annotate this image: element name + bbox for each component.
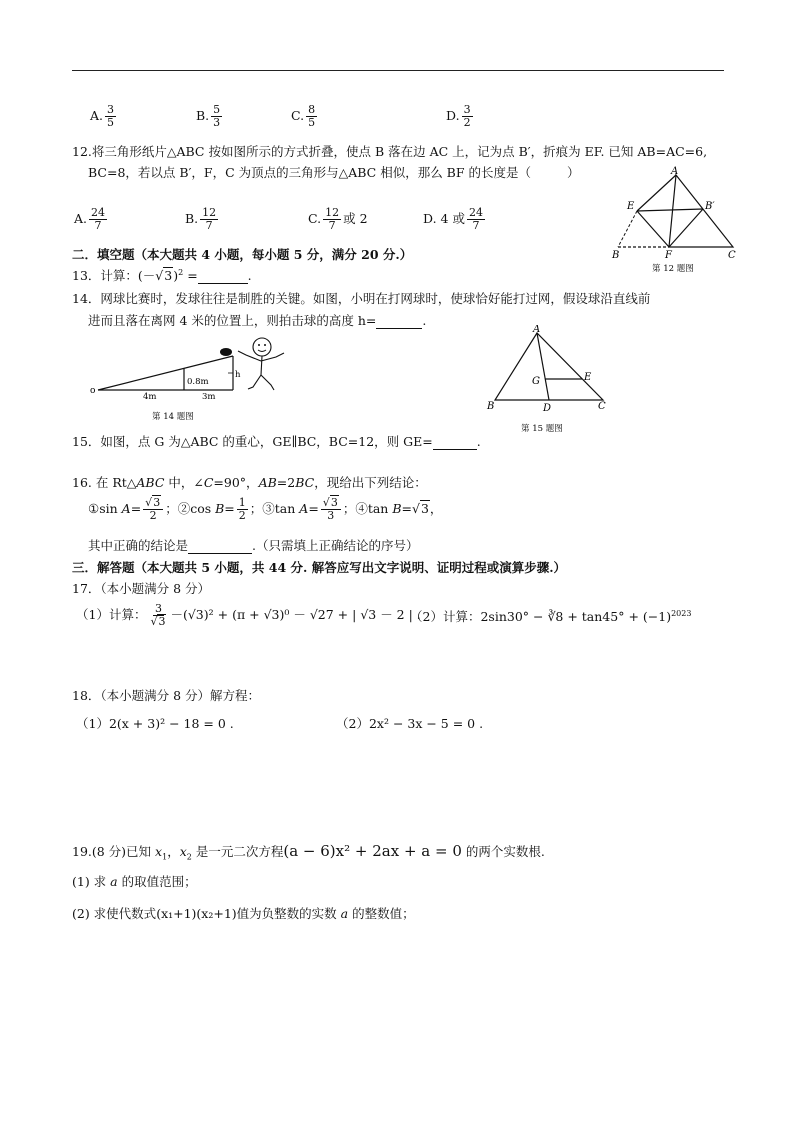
q16-line1: 16. 在 Rt△ABC 中，∠C=90°，AB=2BC，现给出下列结论： [72, 475, 427, 490]
q11-option-a: A. $\frac{3}{5}$ [90, 103, 115, 129]
q17-part1: （1）计算： $\frac{3}{√3}$ －(√3)² + (π + √3)⁰ － √27 + | √3 － 2 | . [76, 602, 421, 628]
q12-figure [610, 165, 745, 275]
section-2-heading: 二．填空题（本大题共 4 小题，每小题 5 分，满分 20 分.） [72, 247, 413, 262]
q12-line2: BC=8，若以点 B′，F，C 为顶点的三角形与△ABC 相似，那么 BF 的长度是（ ） [88, 165, 580, 180]
q19-line1: 19.(8 分)已知 $x_1$，$x_2$ 是一元二次方程(a − 6)x² + 2ax + a = 0 的两个实数根. [72, 842, 545, 862]
header-rule [72, 70, 724, 71]
fold-line [637, 209, 703, 211]
q18-title: 18．（本小题满分 8 分）解方程： [72, 688, 261, 703]
section-3-heading: 三．解答题（本大题共 5 小题，共 44 分. 解答应写出文字说明、证明过程或演算步骤.） [72, 560, 567, 575]
fig14-caption: 第 14 题图 [152, 412, 194, 422]
q11-option-d: D. $\frac{3}{2}$ [446, 103, 471, 129]
player-head-icon [253, 338, 271, 356]
fig12-label-b: B [612, 250, 620, 261]
fig14-label-3m: 3m [202, 392, 216, 402]
tennis-ball-icon [220, 348, 232, 356]
fig14-label-4m: 4m [143, 392, 157, 402]
q18-part1: （1）2(x + 3)² − 18 = 0 . [76, 716, 234, 731]
fig15-label-e: E [584, 372, 592, 383]
q14-figure [88, 333, 298, 428]
q12-option-b: B. $\frac{12}{7}$ [185, 206, 217, 232]
q17-title: 17．（本小题满分 8 分） [72, 581, 211, 596]
q16-conclusions: ①sin A= $\frac{√3}{2}$ ；②cos B= $\frac{1}{2}$ ；③tan A= $\frac{√3}{3}$ ；④tan B=√3， [88, 496, 443, 522]
fig15-caption: 第 15 题图 [521, 424, 563, 434]
q16-line3: 其中正确的结论是 .（只需填上正确结论的序号） [88, 538, 419, 553]
fig15-label-d: D [543, 403, 552, 414]
q12-option-d: D. 4 或 $\frac{24}{7}$ [423, 206, 483, 232]
fig12-label-a: A [671, 166, 679, 177]
q12-option-c: C. $\frac{12}{7}$ 或 2 [308, 206, 368, 232]
fig12-label-e: E [627, 201, 635, 212]
player-body-icon [261, 356, 262, 375]
q15-figure [485, 325, 610, 435]
fig14-label-net: 0.8m [187, 377, 209, 387]
q13: 13．计算：$(-√3)^2$ = . [72, 267, 252, 283]
q15: 15．如图，点 G 为△ABC 的重心，GE∥BC，BC=12，则 GE= . [72, 434, 481, 449]
fig12-caption: 第 12 题图 [652, 264, 694, 274]
fig14-label-o: o [90, 386, 96, 396]
triangle-abc [495, 333, 603, 400]
fig14-label-h: h [235, 370, 241, 380]
q19-part2: (2) 求使代数式(x₁+1)(x₂+1)值为负整数的实数 a 的整数值； [72, 906, 415, 921]
q14-line1: 14．网球比赛时，发球往往是制胜的关键。如图，小明在打网球时，使球恰好能打过网，假设球沿直线前 [72, 291, 651, 306]
q11-option-b: B. $\frac{5}{3}$ [196, 103, 221, 129]
fig12-label-b1: B′ [705, 201, 715, 212]
q12-option-a: A. $\frac{24}{7}$ [74, 206, 106, 232]
fig15-label-c: C [598, 401, 606, 412]
fig15-label-b: B [487, 401, 495, 412]
fig12-label-f: F [665, 250, 672, 261]
q14-line2: 进而且落在离网 4 米的位置上，则拍击球的高度 h= . [88, 313, 427, 328]
fig15-label-a: A [533, 325, 541, 335]
q11-option-c: C. $\frac{8}{5}$ [291, 103, 316, 129]
q12-line1: 12.将三角形纸片△ABC 按如图所示的方式折叠，使点 B 落在边 AC 上，记为点 B′，折痕为 EF. 已知 AB=AC=6, [72, 144, 708, 159]
q18-part2: （2）2x² − 3x − 5 = 0 . [336, 716, 484, 731]
ball-path [98, 356, 233, 390]
q19-part1: (1) 求 a 的取值范围； [72, 874, 197, 889]
fig12-label-c: C [728, 250, 736, 261]
fig15-label-g: G [532, 376, 540, 387]
q17-part2: （2）计算：2sin30° − ∛8 + $\tan 45^\circ + (-1)^{2023}$ [410, 608, 692, 624]
